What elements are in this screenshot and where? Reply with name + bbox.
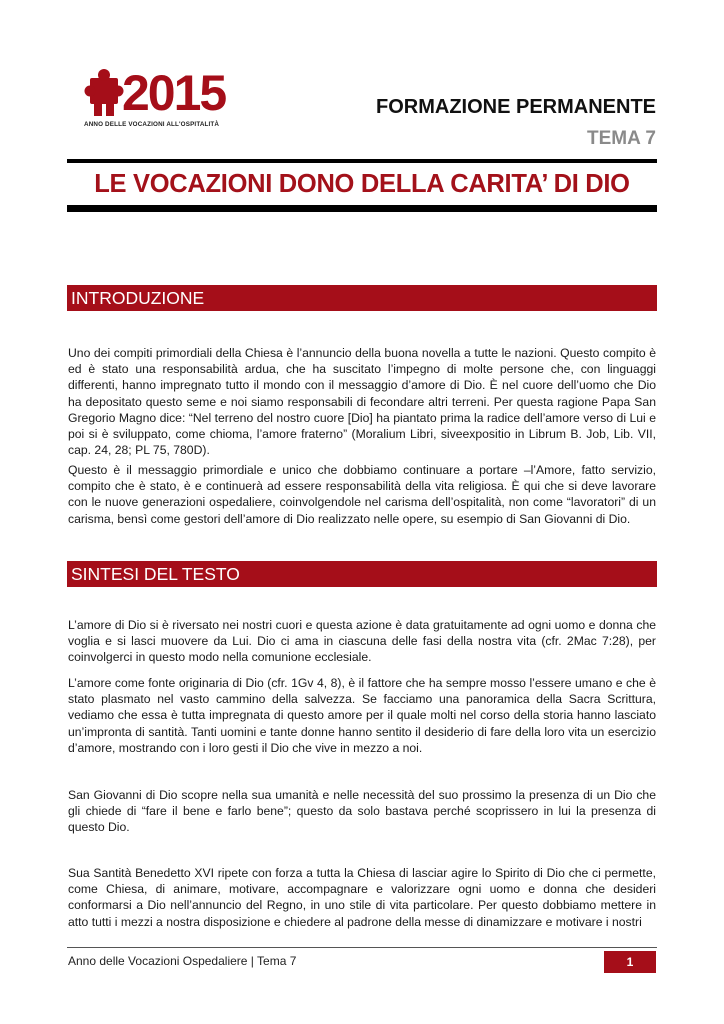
paragraph: San Giovanni di Dio scopre nella sua umanità e nelle necessità del suo prossimo la presenza di un Dio che gli chiede di “fare il bene e farlo bene”; questo da solo bastava perché scoprissero in lui la presenza di questo Dio. (68, 788, 656, 835)
logo-year (122, 66, 225, 120)
logo-year-text: 2015 (122, 65, 226, 121)
title-rule-top (67, 159, 657, 163)
paragraph: L’amore di Dio si è riversato nei nostri cuori e questa azione è data gratuitamente ad ogni uomo e donna che voglia e si lasci muovere da Lui. Dio ci ama in ciascuna delle fasi della nostra vita (cfr. 2Mac 7:28), per coinvolgerci in questo modo nella comunione ecclesiale. (68, 618, 656, 665)
puzzle-piece-icon (84, 66, 124, 118)
paragraph: Questo è il messaggio primordiale e unico che dobbiamo continuare a portare –l’Amore, fatto servizio, compito che è stato, è e continuerà ad essere responsabilità della vita religiosa. È qui che si deve lavorare con le nuove generazioni ospedaliere, coinvolgendole nel carisma dell’ospitalità, non come “lavoratori” di un carisma, bensì come gestori dell’amore di Dio realizzato nelle opere, su esempio di San Giovanni di Dio. (68, 463, 656, 526)
section-heading-intro (67, 285, 657, 311)
footer-divider (67, 947, 657, 948)
logo-tagline: ANNO DELLE VOCAZIONI ALL'OSPITALITÀ (84, 121, 220, 128)
footer-text: Anno delle Vocazioni Ospedaliere | Tema 7 (68, 954, 297, 968)
title-rule-bottom (67, 205, 657, 212)
header-subtitle: TEMA 7 (587, 128, 656, 149)
page-title: LE VOCAZIONI DONO DELLA CARITA’ DI DIO (94, 170, 630, 198)
paragraph: Uno dei compiti primordiali della Chiesa è l’annuncio della buona novella a tutte le nazioni. Questo compito è ed è stato una responsabilità ardua, che ha suscitato l’impegno di molte persone che, con linguaggi differenti, hanno impregnato tutto il mondo con il messaggio d’amore di Dio. È nel cuore dell’uomo che Dio ha depositato questo seme e noi siamo responsabili di fecondare altri terreni. Per questa ragione Papa San Gregorio Magno dice: “Nel terreno del nostro cuore [Dio] ha piantato prima la radice dell’amore verso di Lui e poi si è sviluppato, come chioma, l’amore fraterno” (Moralium Libri, siveexpositio in Librum B. Job, Lib. VII, cap. 24, 28; PL 75, 780D). (68, 346, 656, 458)
paragraph: Sua Santità Benedetto XVI ripete con forza a tutta la Chiesa di lasciar agire lo Spirito di Dio che ci permette, come Chiesa, di animare, motivare, accompagnare e valorizzare ogni uomo e donna che desideri conformarsi a Dio nell’annuncio del Regno, in uno stile di vita particolare. Per questo dobbiamo mettere in atto tutti i mezzi a nostra disposizione e chiedere al padrone della messe di dinamizzare e motivare i nostri (68, 866, 656, 929)
page-number: 1 (604, 951, 656, 973)
section-heading-text: SINTESI DEL TESTO (71, 564, 240, 584)
logo (84, 66, 250, 138)
header-title: FORMAZIONE PERMANENTE (376, 96, 656, 118)
section-heading-sintesi (67, 561, 657, 587)
section-heading-text: INTRODUZIONE (71, 288, 205, 308)
paragraph: L’amore come fonte originaria di Dio (cfr. 1Gv 4, 8), è il fattore che ha sempre mosso l’essere umano e che è stato plasmato nel vasto cammino della salvezza. Se facciamo una panoramica della Sacra Scrittura, vediamo che essa è tutta impregnata di questo amore per il quale molti nel corso della storia hanno lasciato un’impronta di santità. Tanti uomini e tante donne hanno sentito il desiderio di fare della loro vita un esercizio d’amore, mostrando con i loro gesti il Dio che vive in mezzo a noi. (68, 676, 656, 755)
